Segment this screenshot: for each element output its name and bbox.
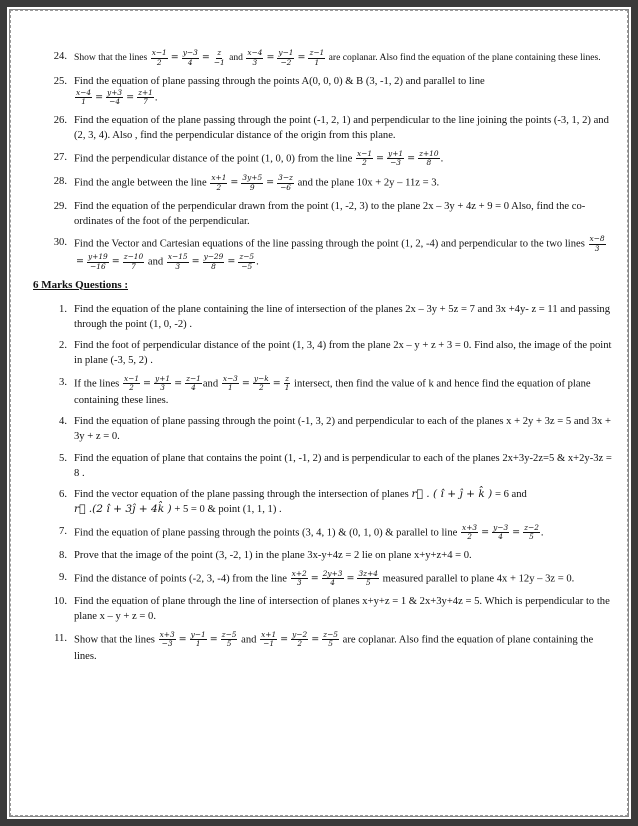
fraction: $\frac{z+10}{8}$	[419, 148, 439, 167]
fraction: $\frac{x-4}{1}$	[76, 87, 92, 106]
question-28	[33, 174, 617, 192]
question-s4	[33, 414, 617, 444]
question-29	[33, 199, 617, 229]
question-number: 28.	[53, 176, 67, 187]
fraction: $\frac{z-2}{5}$	[524, 522, 539, 541]
question-number: 1.	[59, 303, 67, 315]
fraction: $\frac{x+3}{2}$	[462, 522, 478, 541]
fraction: $\frac{y+1}{-3}$	[388, 148, 404, 167]
question-text: Find the equation of plane passing through the points (3, 4, 1) & (0, 1, 0) & parallel to line $\frac{x+3}{2}$ = $\frac{y-3}{4}$ = $\frac{z-2}{5}$ .	[74, 522, 544, 541]
question-text: Find the equation of plane passing through the points A(0, 0, 0) & B (3, -1, 2) and parallel to line $\frac{x-4}{1}$ = $\frac{y+3}{-4}$ = $\frac{z+1}{7}$ .	[74, 75, 485, 106]
vector-expression: r⃗ .(2 î + 3ĵ + 4k̂ )	[74, 503, 172, 515]
fraction: $\frac{x-1}{2}$	[151, 48, 167, 67]
question-text: Show that the lines $\frac{x-1}{2}$ = $\frac{y-3}{4}$ = $\frac{z}{-1}$ and $\frac{x-4}{3}$ = $\frac{y-1}{-2}$ = $\frac{z-1}{1}$ are coplanar. Also find the equation of the plane containing these lines.	[74, 48, 601, 67]
question-s5	[33, 451, 617, 481]
fraction: $\frac{x+1}{2}$	[211, 173, 227, 192]
section-heading: 6 Marks Questions :	[33, 278, 129, 291]
question-number: 29.	[53, 200, 67, 212]
question-number: 27.	[53, 151, 67, 163]
question-number: 4.	[59, 416, 67, 427]
question-text: Find the foot of perpendicular distance of the point (1, 3, 4) from the plane 2x – y + z + 3 = 0. Find also, the image of the point in plane (-3, 5, 2) .	[74, 340, 612, 366]
fraction: $\frac{z-10}{7}$	[123, 252, 144, 271]
question-s9	[33, 570, 617, 588]
fraction: $\frac{2y+3}{4}$	[322, 568, 343, 587]
vector-expression: r⃗ . ( î + ĵ + k̂ )	[411, 488, 493, 500]
fraction: $\frac{z-5}{5}$	[221, 629, 237, 648]
fraction: $\frac{x-8}{3}$	[589, 234, 605, 253]
fraction: $\frac{z}{1}$	[284, 373, 290, 392]
fraction: $\frac{3y+5}{9}$	[242, 173, 263, 192]
fraction: $\frac{3-z}{-6}$	[278, 173, 293, 192]
question-27	[33, 150, 617, 168]
question-s11	[33, 631, 617, 664]
question-number: 2.	[59, 340, 67, 351]
question-text: If the lines $\frac{x-1}{2}$ = $\frac{y+1}{3}$ = $\frac{z-1}{4}$ and $\frac{x-3}{1}$ = $\frac{y-k}{2}$ = $\frac{z}{1}$ intersect, then find the value of k and hence find the equation of plane containing these lines.	[74, 373, 591, 406]
question-text: Prove that the image of the point (3, -2, 1) in the plane 3x-y+4z = 2 lie on plane x+y+z+4 = 0.	[74, 550, 472, 561]
fraction: $\frac{z}{-1}$	[213, 48, 225, 67]
question-number: 8.	[59, 550, 67, 561]
fraction: $\frac{x-15}{3}$	[167, 252, 188, 271]
question-s6	[33, 487, 617, 517]
question-number: 3.	[59, 376, 67, 388]
fraction: $\frac{y+1}{3}$	[155, 373, 171, 392]
fraction: $\frac{z-5}{5}$	[323, 629, 338, 648]
question-s10	[33, 594, 617, 624]
question-number: 11.	[54, 632, 67, 644]
question-30	[33, 235, 617, 271]
fraction: $\frac{y-1}{-2}$	[278, 48, 294, 67]
question-text: Find the equation of plane through the line of intersection of planes x+y+z = 1 & 2x+3y+4z = 5. Which is perpendicular to the plane x – y + z = 0.	[74, 596, 610, 622]
question-number: 6.	[59, 489, 67, 500]
fraction: $\frac{x+3}{-3}$	[159, 629, 175, 648]
question-s3	[33, 375, 617, 408]
question-text: Find the equation of plane that contains the point (1, -1, 2) and is perpendicular to each of the planes 2x+3y-2z=5 & x+2y-3z = 8 .	[74, 452, 612, 479]
question-text: Find the equation of plane passing through the point (-1, 3, 2) and perpendicular to each of the planes x + 2y + 3z = 5 and 3x + 3y + z = 0.	[74, 416, 611, 442]
question-text: Find the angle between the line $\frac{x+1}{2}$ = $\frac{3y+5}{9}$ = $\frac{3-z}{-6}$ and the plane 10x + 2y – 11z = 3.	[74, 173, 440, 192]
question-number: 30.	[53, 237, 67, 248]
question-24	[33, 49, 617, 67]
fraction: $\frac{x-3}{1}$	[222, 373, 238, 392]
question-text: Find the Vector and Cartesian equations of the line passing through the point (1, 2, -4) and perpendicular to the two lines $\frac{x-8}{3}$ = $\frac{y+19}{-16}$ = $\frac{z-10}{7}$ and $\frac{x-15}{3}$ = $\frac{y-29}{8}$ = $\frac{z-5}{-5}$ .	[74, 234, 605, 271]
question-text: Show that the lines $\frac{x+3}{-3}$ = $\frac{y-1}{1}$ = $\frac{z-5}{5}$ and $\frac{x+1}{-1}$ = $\frac{y-2}{2}$ = $\frac{z-5}{5}$ are coplanar. Also find the equation of plane containing the lines.	[74, 629, 594, 662]
question-number: 26.	[53, 115, 67, 126]
fraction: $\frac{z-1}{4}$	[186, 373, 201, 392]
question-list	[33, 49, 617, 670]
question-number: 7.	[59, 525, 67, 537]
question-text: Find the distance of points (-2, 3, -4) from the line $\frac{x+2}{3}$ = $\frac{2y+3}{4}$ = $\frac{3z+4}{5}$ measured parallel to plane 4x + 12y – 3z = 0.	[74, 568, 575, 587]
fraction: $\frac{y-29}{8}$	[203, 252, 224, 271]
question-26	[33, 113, 617, 143]
question-number: 10.	[53, 596, 67, 607]
question-s2	[33, 338, 617, 368]
question-text: Find the equation of the plane passing through the point (-1, 2, 1) and perpendicular to the line joining the points (-3, 1, 2) and (2, 3, 4). Also , find the perpendicular distance of the origin from this plane.	[74, 115, 609, 141]
fraction: $\frac{y-3}{4}$	[493, 522, 509, 541]
fraction: $\frac{y-3}{4}$	[182, 48, 198, 67]
fraction: $\frac{z+1}{7}$	[138, 87, 153, 106]
question-25	[33, 74, 617, 107]
fraction: $\frac{y-1}{1}$	[190, 629, 206, 648]
fraction: $\frac{y-2}{2}$	[292, 629, 308, 648]
question-s7	[33, 524, 617, 542]
fraction: $\frac{x+1}{-1}$	[261, 629, 277, 648]
question-text: Find the perpendicular distance of the point (1, 0, 0) from the line $\frac{x-1}{2}$ = $\frac{y+1}{-3}$ = $\frac{z+10}{8}$ .	[74, 148, 444, 167]
question-number: 25.	[53, 75, 67, 87]
fraction: $\frac{x+2}{3}$	[291, 568, 307, 587]
fraction: $\frac{x-4}{3}$	[247, 48, 263, 67]
fraction: $\frac{y+3}{-4}$	[107, 87, 123, 106]
fraction: $\frac{y-k}{2}$	[253, 373, 269, 392]
question-text: Find the vector equation of the plane passing through the intersection of planes r⃗ . ( î + ĵ + k̂ ) = 6 and r⃗ .(2 î + 3ĵ + 4k̂ ) + 5 = 0 & point (1, 1, 1) .	[74, 488, 527, 515]
question-text: Find the equation of the perpendicular drawn from the point (1, -2, 3) to the plane 2x – 3y + 4z + 9 = 0 Also, find the co-ordinates of the foot of the perpendicular.	[74, 200, 586, 227]
fraction: $\frac{z-1}{1}$	[309, 48, 325, 67]
fraction: $\frac{y+19}{-16}$	[87, 252, 108, 271]
question-text: Find the equation of the plane containing the line of intersection of the planes 2x – 3y + 5z = 7 and 3x +4y- z = 11 and passing through the point (1, 0, -2) .	[74, 303, 611, 330]
question-number: 9.	[59, 571, 67, 583]
fraction: $\frac{x-1}{2}$	[123, 373, 140, 392]
fraction: $\frac{z-5}{-5}$	[239, 252, 255, 271]
question-s1	[33, 302, 617, 332]
question-number: 24.	[53, 51, 67, 62]
question-number: 5.	[59, 452, 67, 464]
fraction: $\frac{3z+4}{5}$	[358, 568, 378, 587]
question-s8	[33, 548, 617, 563]
fraction: $\frac{x-1}{2}$	[356, 148, 373, 167]
